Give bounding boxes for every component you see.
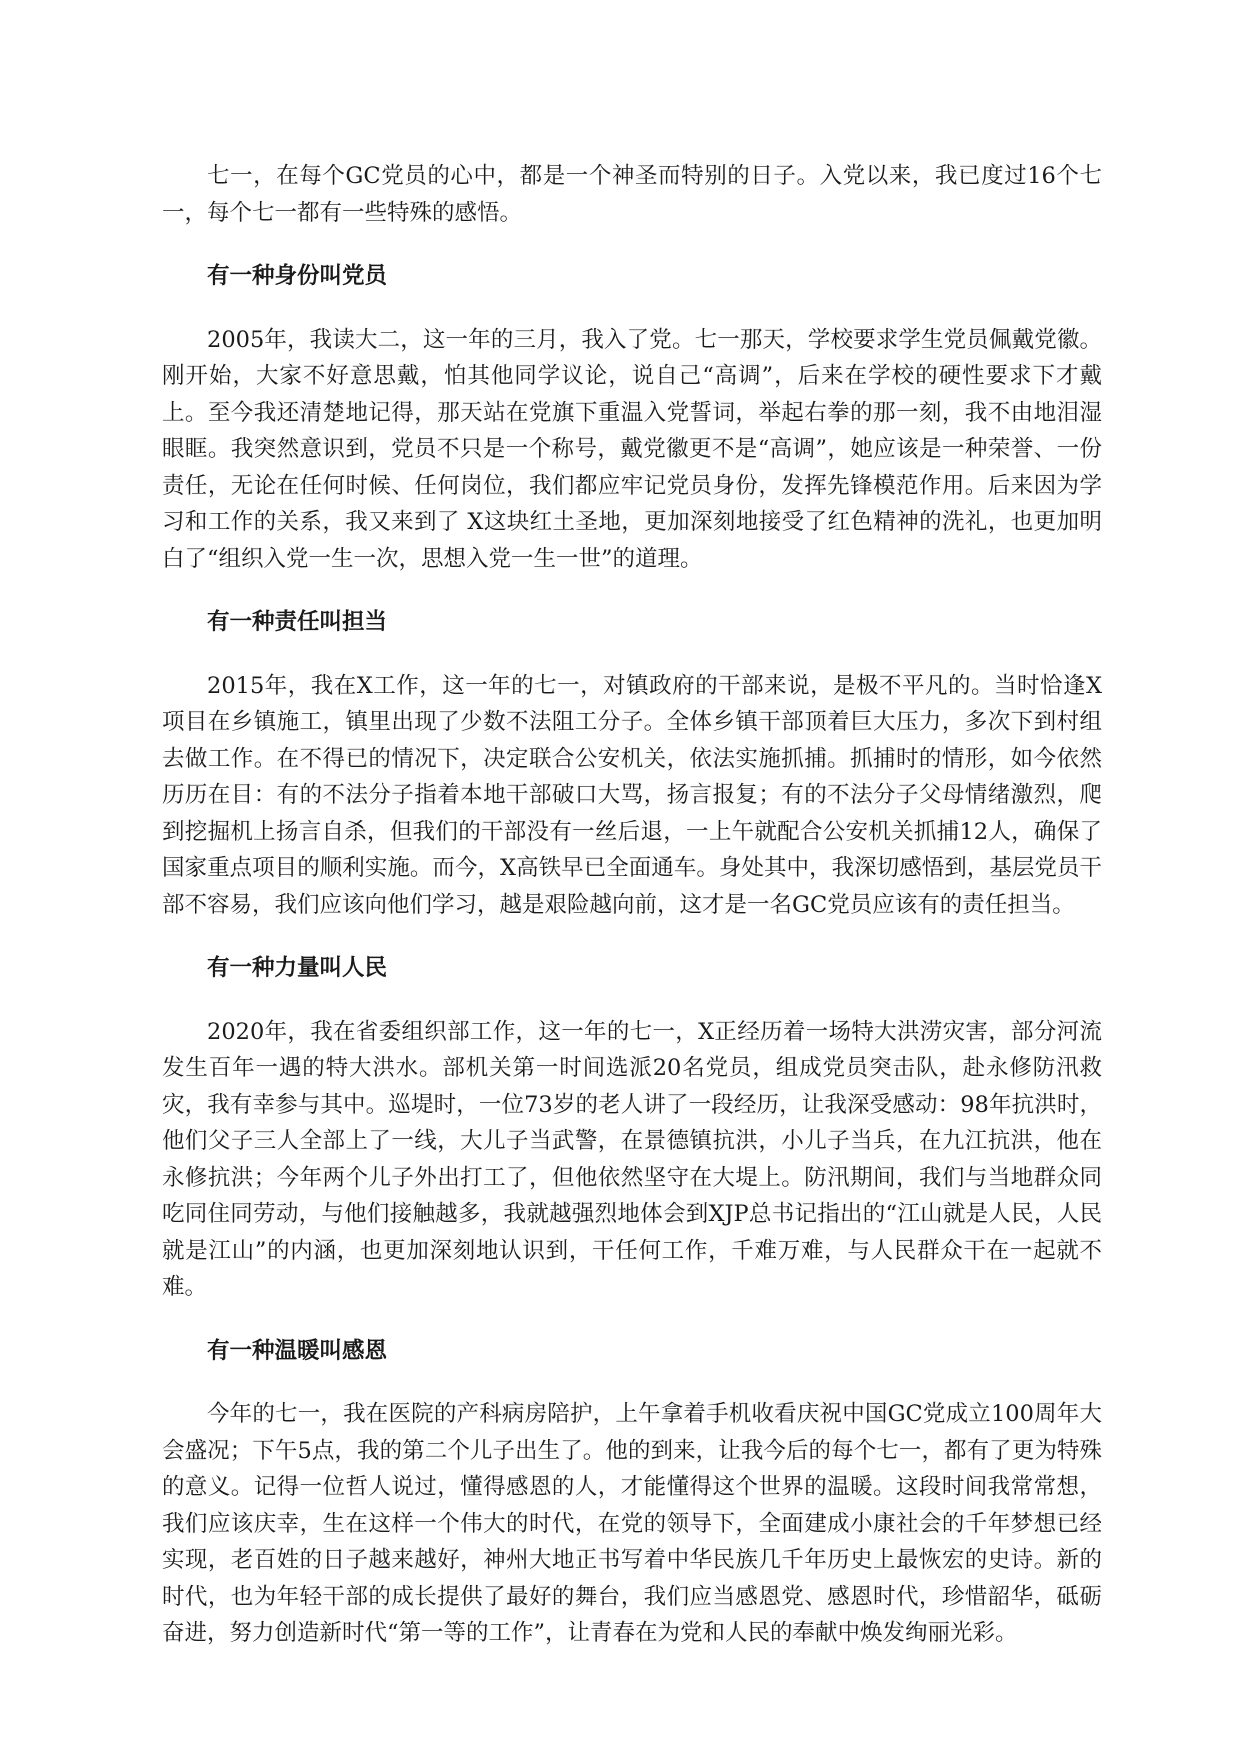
section-body-identity: 2005年，我读大二，这一年的三月，我入了党。七一那天，学校要求学生党员佩戴党徽。刚开始，大家不好意思戴，怕其他同学议论，说自己“高调”，后来在学校的硬性要求下才戴上。至今我还清楚地记得，那天站在党旗下重温入党誓词，举起右拳的那一刻，我不由地泪湿眼眶。我突然意识到，党员不只是一个称号，戴党徽更不是“高调”，她应该是一种荣誉、一份责任，无论在任何时候、任何岗位，我们都应牢记党员身份，发挥先锋模范作用。后来因为学习和工作的关系，我又来到了 X这块红土圣地，更加深刻地接受了红色精神的洗礼，也更加明白了“组织入党一生一次，思想入党一生一世”的道理。 <box>162 326 1102 572</box>
intro-paragraph: 七一，在每个GC党员的心中，都是一个神圣而特别的日子。入党以来，我已度过16个七一，每个七一都有一些特殊的感悟。 <box>162 163 1102 226</box>
document-page <box>162 158 1102 1679</box>
section-body-gratitude: 今年的七一，我在医院的产科病房陪护，上午拿着手机收看庆祝中国GC党成立100周年大会盛况；下午5点，我的第二个儿子出生了。他的到来，让我今后的每个七一，都有了更为特殊的意义。记得一位哲人说过，懂得感恩的人，才能懂得这个世界的温暖。这段时间我常常想，我们应该庆幸，生在这样一个伟大的时代，在党的领导下，全面建成小康社会的千年梦想已经实现，老百姓的日子越来越好，神州大地正书写着中华民族几千年历史上最恢宏的史诗。新的时代，也为年轻干部的成长提供了最好的舞台，我们应当感恩党、感恩时代，珍惜韶华，砥砺奋进，努力创造新时代“第一等的工作”，让青春在为党和人民的奉献中焕发绚丽光彩。 <box>162 1401 1102 1646</box>
section-body-responsibility: 2015年，我在X工作，这一年的七一，对镇政府的干部来说，是极不平凡的。当时恰逢X项目在乡镇施工，镇里出现了少数不法阻工分子。全体乡镇干部顶着巨大压力，多次下到村组去做工作。在不得已的情况下，决定联合公安机关，依法实施抓捕。抓捕时的情形，如今依然历历在目：有的不法分子指着本地干部破口大骂，扬言报复；有的不法分子父母情绪激烈，爬到挖掘机上扬言自杀，但我们的干部没有一丝后退，一上午就配合公安机关抓捕12人，确保了国家重点项目的顺利实施。而今，X高铁早已全面通车。身处其中，我深切感悟到，基层党员干部不容易，我们应该向他们学习，越是艰险越向前，这才是一名GC党员应该有的责任担当。 <box>162 672 1102 918</box>
section-heading-people: 有一种力量叫人民 <box>207 955 388 981</box>
section-heading-responsibility: 有一种责任叫担当 <box>207 609 388 635</box>
section-heading-identity: 有一种身份叫党员 <box>207 263 388 289</box>
section-body-people: 2020年，我在省委组织部工作，这一年的七一，X正经历着一场特大洪涝灾害，部分河流发生百年一遇的特大洪水。部机关第一时间选派20名党员，组成党员突击队，赴永修防汛救灾，我有幸参与其中。巡堤时，一位73岁的老人讲了一段经历，让我深受感动：98年抗洪时，他们父子三人全部上了一线，大儿子当武警，在景德镇抗洪，小儿子当兵，在九江抗洪，他在永修抗洪；今年两个儿子外出打工了，但他依然坚守在大堤上。防汛期间，我们与当地群众同吃同住同劳动，与他们接触越多，我就越强烈地体会到XJP总书记指出的“江山就是人民，人民就是江山”的内涵，也更加深刻地认识到，干任何工作，千难万难，与人民群众干在一起就不难。 <box>162 1018 1102 1300</box>
section-heading-gratitude: 有一种温暖叫感恩 <box>207 1337 388 1364</box>
